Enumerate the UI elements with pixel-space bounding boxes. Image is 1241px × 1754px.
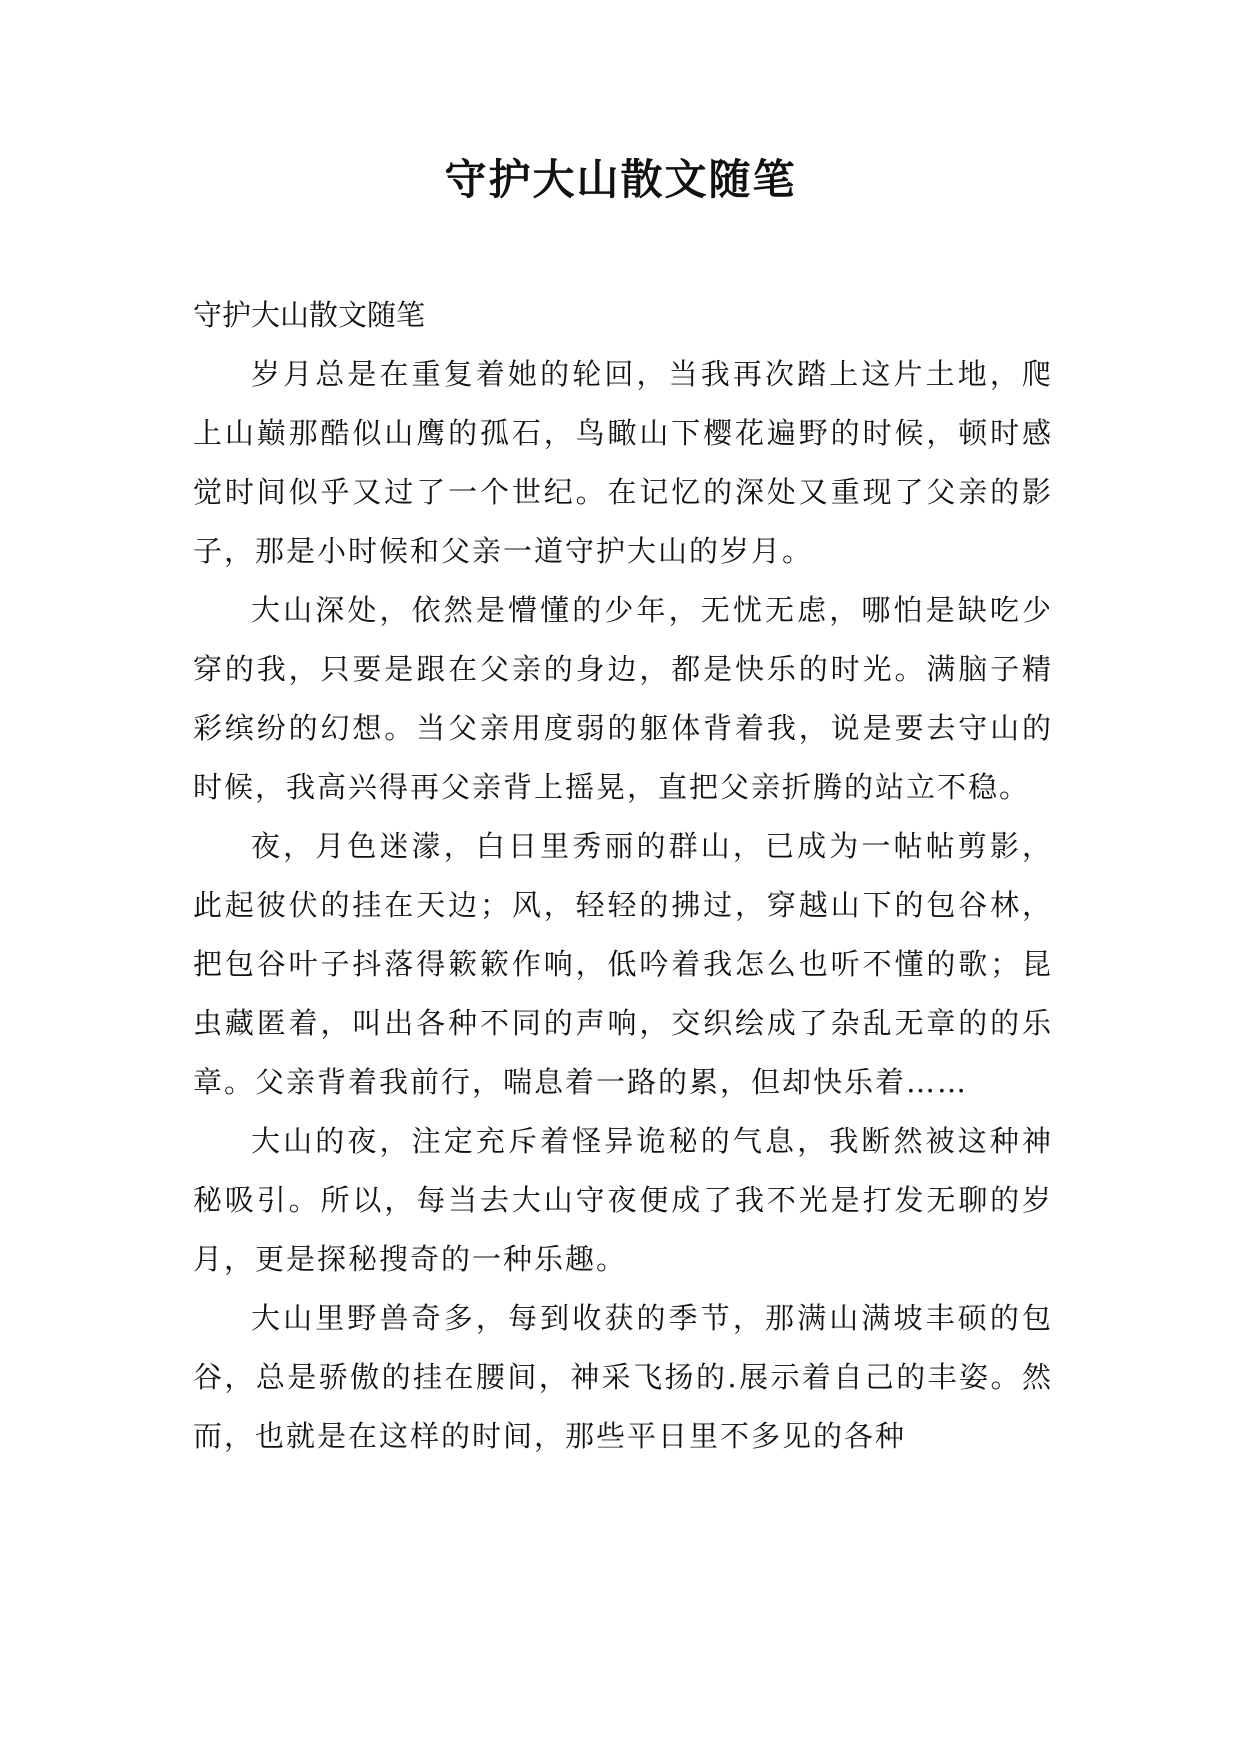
paragraph: 岁月总是在重复着她的轮回，当我再次踏上这片土地，爬上山巅那酷似山鹰的孤石，鸟瞰山下樱花遍野的时候，顿时感觉时间似乎又过了一个世纪。在记忆的深处又重现了父亲的影子，那是小时候和父亲一道守护大山的岁月。	[193, 357, 1053, 568]
document-body	[193, 286, 1053, 1466]
document-subtitle: 守护大山散文随笔	[193, 298, 426, 332]
paragraph: 大山里野兽奇多，每到收获的季节，那满山满坡丰硕的包谷，总是骄傲的挂在腰间，神采飞扬的.展示着自己的丰姿。然而，也就是在这样的时间，那些平日里不多见的各种	[193, 1301, 1053, 1453]
document-title: 守护大山散文随笔	[444, 155, 797, 204]
paragraph: 大山深处，依然是懵懂的少年，无忧无虑，哪怕是缺吃少穿的我，只要是跟在父亲的身边，都是快乐的时光。满脑子精彩缤纷的幻想。当父亲用度弱的躯体背着我，说是要去守山的时候，我高兴得再父亲背上摇晃，直把父亲折腾的站立不稳。	[193, 593, 1053, 804]
paragraph: 夜，月色迷濛，白日里秀丽的群山，已成为一帖帖剪影，此起彼伏的挂在天边；风，轻轻的拂过，穿越山下的包谷林，把包谷叶子抖落得簌簌作响，低吟着我怎么也听不懂的歌；昆虫藏匿着，叫出各种不同的声响，交织绘成了杂乱无章的的乐章。父亲背着我前行，喘息着一路的累，但却快乐着……	[193, 829, 1053, 1099]
paragraph: 大山的夜，注定充斥着怪异诡秘的气息，我断然被这种神秘吸引。所以，每当去大山守夜便成了我不光是打发无聊的岁月，更是探秘搜奇的一种乐趣。	[193, 1124, 1053, 1276]
